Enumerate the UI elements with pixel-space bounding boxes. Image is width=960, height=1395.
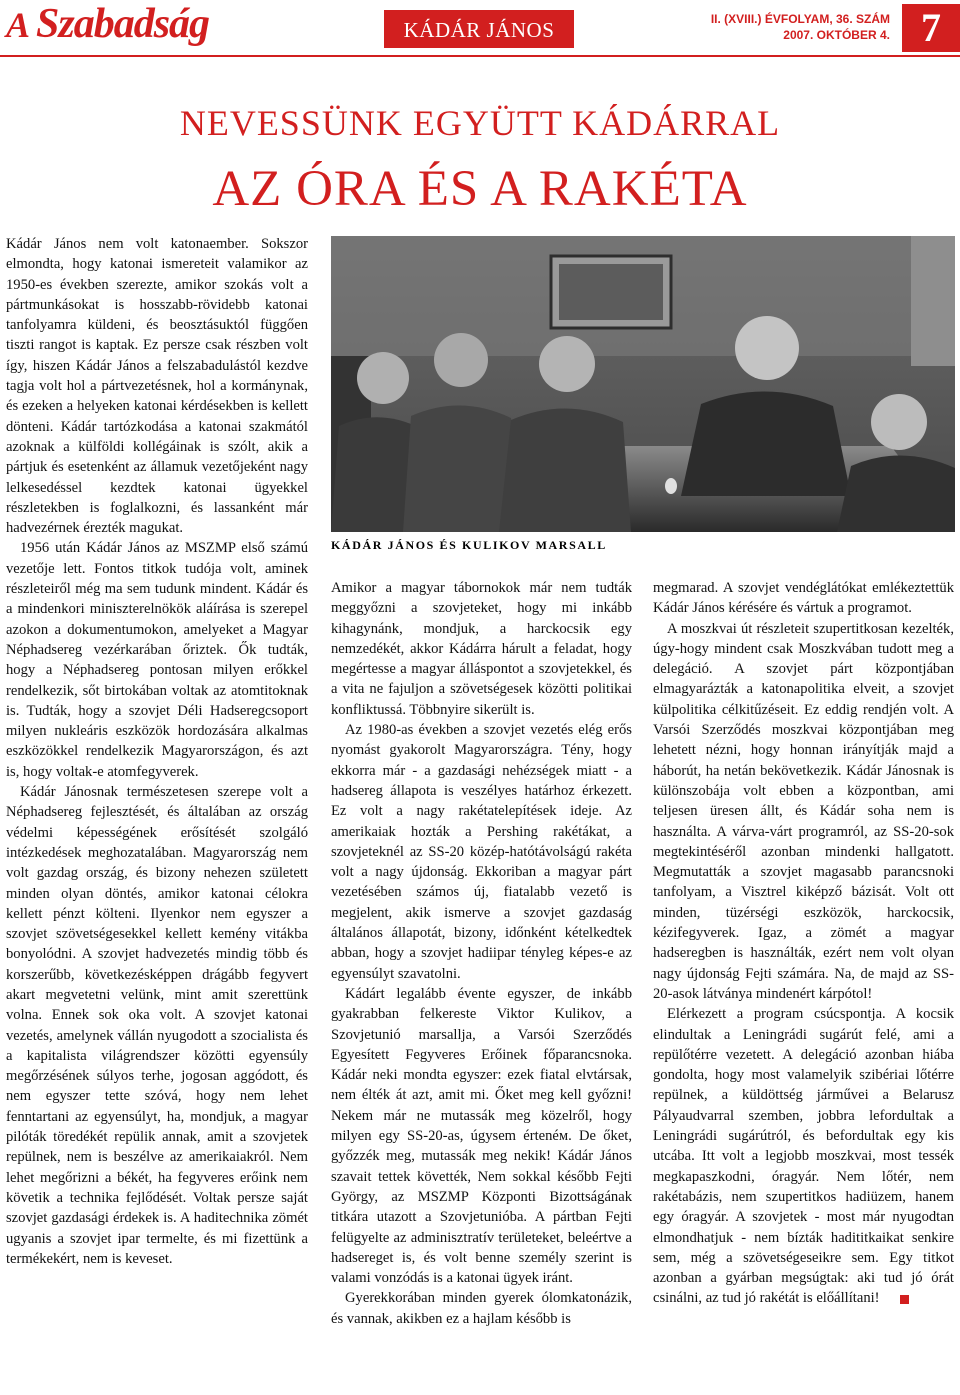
- paragraph: A moszkvai út részleteit szupertitkosan kezelték, úgy-hogy mindent csak Moszkvában tudott meg a delegáció. A szovjet párt központjában elmagyarázták a katonapolitika elveit, a szovjet külpolitika célkitűzéseit. Ez eddig rendjén volt. A Varsói Szerződés moszkvai központjában meg lehetett nézni, hogy honnan irányítják majd a háborút, ha netán bekövetkezik. Kádár Jánosnak is különszobája volt ebben a központban, ami teljesen üresen állt, és Kádár soha nem is használta. A várva-várt programról, az SS-20-sok megtekintéséről azonban mindenki hallgatott. Megmutatták a szovjet magasabb parancsnoki tanfolyam, a Visztrel kiképző bázisát. Volt ott minden, tüzérségi eszközök, harckocsik, kézifegyverek. Igaz, a zömét a magyar hadseregben is használták, ezért nem volt olyan nagy újdonság Fejti számára. Na, de majd az SS-20-asok látványa mindenért kárpótol!: [653, 620, 954, 1002]
- article-column-2: [331, 578, 632, 1329]
- photo-illustration: [331, 236, 955, 532]
- article-photo: [331, 236, 955, 532]
- paragraph: Az 1980-as években a szovjet vezetés elég erős nyomást gyakorolt Magyarországra. Tény, hogy ekkorra már - a gazdasági nehézségek miatt - a hadsereg állapota is veszélyes határhoz érkezett. Ez volt a nagy rakétatelepítések ideje. Az amerikaiak hozták a Pershing rakétákat, a szovjeteknél az SS-20 közép-hatótávolságú rakéta volt a nagy újdonság. Ekkoriban a magyar párt vezetésében számos új, fiatalabb vezető is megjelent, akik ismerve a szovjet gazdaság általános állapotát, bizony, időnként kételkedtek abban, hogy a szovjet hadiipar tényleg képes-e az egyensúlyt szavatolni.: [331, 722, 632, 982]
- paragraph: 1956 után Kádár János az MSZMP első számú vezetője lett. Fontos titkok tudója volt, aminek részleteiről még ma sem tudunk mindent. Kádár és a mindenkori miniszterelnökök aláírása is szerepel azokon a dokumentumokon, amelyeket a Magyar Néphadsereg vezérkarában őriztek. Ők tudták, hogy a Néphadsereg pontosan milyen erőkkel rendelkezik, sőt birtokában voltak az atomtitoknak is. Tudták, hogy a szovjet Déli Hadseregcsoport milyen nukleáris eszközök hordozására alkalmas eszközökkel rendelkezik Magyarországon, és azt is, hogy voltak-e atomfegyverek.: [6, 540, 308, 780]
- issue-number: II. (XVIII.) ÉVFOLYAM, 36. SZÁM: [710, 12, 890, 26]
- newspaper-logo: Szabadság: [36, 1, 210, 47]
- paragraph: Kádár János nem volt katonaember. Sokszor elmondta, hogy katonai ismereteit valamikor az 1950-es években szerezte, amikor szokás volt a pártmunkásokat is hosszabb-rövidebb katonai tanfolyamra küldeni, és beosztásuktól függően tiszti rangot is kaptak. Ez persze csak részben volt így, hiszen Kádár János a felszabadulástól kezdve tagja volt hol a pártvezetésnek, hol a kormánynak, és ezeken a helyeken katonai kérdésekben is kellett dönteni. Kádár tartózkodása a katonai szakmától azoknak a külföldi kollégáinak is szólt, akik a pártjuk és esetenként az államuk vezetőjeként nagy lelkesedéssel kezdtek katonai ügyekkel részletekben is foglalkozni, és lassanként már hadvezérnek érezték magukat.: [6, 236, 308, 537]
- paragraph-text: Elérkezett a program csúcspontja. A kocsik elindultak a Leningrádi sugárút felé, ami a repülőtérre vezetett. A delegáció azonban hiába gondolta, hogy most valamelyik szibériai lőtérre repülnek, a küldöttség járművei a Belarusz Pályaudvarral szemben, jobbra lefordultak a Leningrádi sugárútról, és befordultak egy kis utcába. Itt volt a legjobb moszkvai, most tessék megkapaszkodni, óragyár. Nem lőtér, nem rakétabázis, nem szupertitkos hadiüzem, hanem egy óragyár. A szovjetek - most már nyugodtan elmondhatjuk - nem bízták hadititkaikat senkire sem, még a szövetségeseikre sem. Egy titkot azonban a gyárban megsúgtak: aki tud jó órát csinálni, az tud jó rakétát is előállítani!: [653, 1006, 954, 1307]
- photo-caption: KÁDÁR JÁNOS ÉS KULIKOV MARSALL: [331, 538, 607, 552]
- article-headline: AZ ÓRA ÉS A RAKÉTA: [212, 161, 748, 217]
- article-column-3: [653, 578, 954, 1309]
- paragraph: Kádár Jánosnak természetesen szerepe volt a Néphadsereg fejlesztését, és általában az ország védelmi képességének erősítését szolgáló intézkedések meghozatalában. Magyarország nem volt gazdag ország, és bizony nehezen született minden olyan döntés, amikor katonai célokra kellett pénzt költeni. Ilyenkor nem egyszer a szovjet szövetségesekkel kellett kemény vitákba bonyolódni. A szovjet hadvezetés mindig több és korszerűbb, következésképpen drágább fegyvert akart megvetetni velünk, mint amit szerettünk volna. Ennek sok oka volt. A szovjet katonai vezetés, amelynek vállán nyugodott a szocialista és a kapitalista világrendszer közötti egyensúly megőrzésének súlyos terhe, jogosan aggódott, és nem egyszer tette szóvá, hogy nem lehet fenntartani az egyensúlyt, ha, mondjuk, a magyar pilóták töredékét repülik annak, amit a szovjetek repülnek, nem is beszélve az amerikaiakról. Nem lehet megőrizni a békét, ha fegyveres erőink nem követik a technika fejlődését. Voltak persze saját szovjet gazdasági érdekek is. A haditechnika zömét ugyanis a szovjet ipar termelte, és mi fizettünk a termékekért, nem is keveset.: [6, 784, 308, 1267]
- end-of-article-mark: [900, 1295, 909, 1304]
- paragraph: [653, 1004, 954, 1308]
- logo-letter-a: A: [6, 5, 31, 45]
- section-label: KÁDÁR JÁNOS: [384, 10, 574, 48]
- paragraph: Gyerekkorában minden gyerek ólomkatonázik, és vannak, akikben ez a hajlam később is: [331, 1290, 632, 1327]
- issue-date: 2007. OKTÓBER 4.: [783, 28, 890, 42]
- article-kicker: NEVESSÜNK EGYÜTT KÁDÁRRAL: [179, 103, 781, 143]
- issue-info: [690, 11, 890, 43]
- article-column-1: [6, 234, 308, 1269]
- paragraph: Amikor a magyar tábornokok már nem tudták meggyőzni a szovjeteket, hogy mi inkább kihagynánk, mondjuk, a harckocsik egy nemzedékét, akkor Kádárra hárult a feladat, hogy megértesse a magyar álláspontot a szovjetekkel, és a vita ne fajuljon a szövetségesek közötti politikai konfliktussá. Többnyire sikerült is.: [331, 580, 632, 718]
- masthead: [0, 0, 960, 56]
- paragraph: Kádárt legalább évente egyszer, de inkább gyakrabban felkereste Viktor Kulikov, a Szovjetunió marsallja, a Varsói Szerződés Egyesített Fegyveres Erőinek főparancsnoka. Kádár neki mondta egyszer: ezek fiatal elvtársak, nem élték át azt, amit mi. Őket meg kell győzni! Nekem már ne mutassák meg közelről, hogy milyen egy SS-20-as, úgysem értenéм. De őket, győzzék meg, mutassák meg nekik! Kádár János szavait tettek követték, Nem sokkal később Fejti György, az MSZMP Központi Bizottságának titkára utazott a Szovjetunióba. A pártban Fejti felügyelte az adminisztratív területeket, beleértve a hadsereget is, és volt benne személy szerint is valami vonzódás is a katonai ügyek iránt.: [331, 985, 632, 1287]
- header-divider: [0, 55, 960, 57]
- paragraph: megmarad. A szovjet vendéglátókat emlékeztettük Kádár János kérésére és vártuk a programot.: [653, 580, 954, 617]
- page-number: 7: [902, 4, 960, 52]
